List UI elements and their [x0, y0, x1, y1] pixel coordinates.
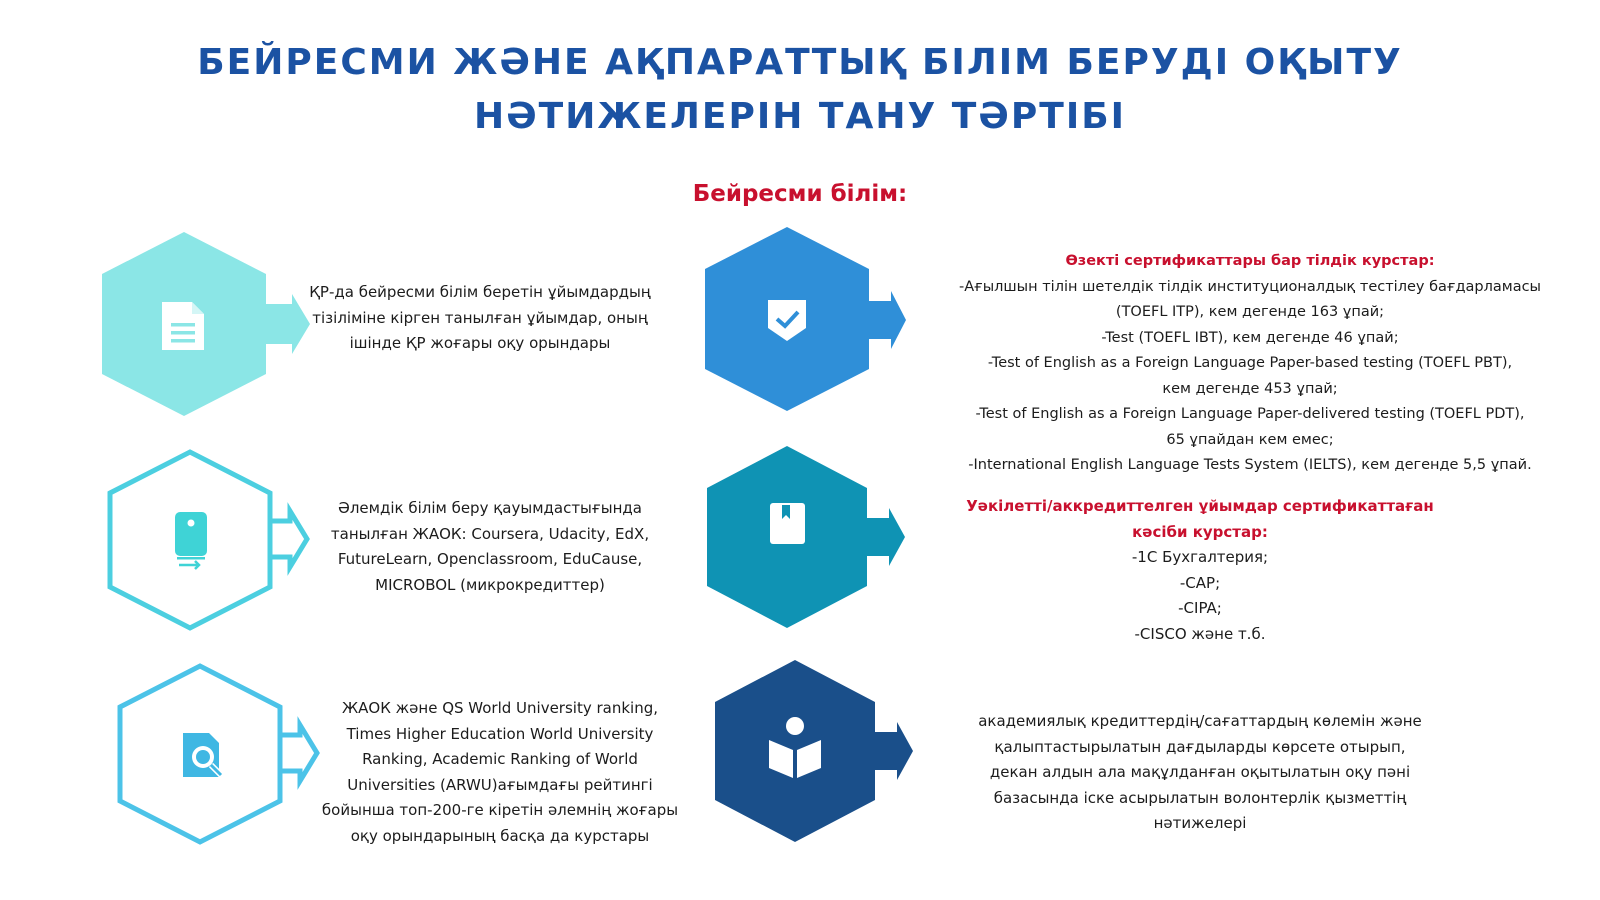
text-line: Ranking, Academic Ranking of World: [362, 750, 638, 768]
text-line: MICROBOL (микрокредиттер): [375, 575, 605, 594]
text-line: ішінде ҚР жоғары оқу орындары: [349, 334, 611, 352]
page-title-line-2: НӘТИЖЕЛЕРІН ТАНУ ТӘРТІБІ: [473, 96, 1127, 137]
text-line: академиялық кредиттердің/сағаттардың көлемін және: [978, 712, 1422, 730]
text-line: (TOEFL ITP), кем дегенде 163 ұпай;: [1115, 304, 1385, 320]
right-item-1-text: [905, 249, 1595, 479]
text-line: FutureLearn, Openclassroom, EduCause,: [337, 550, 643, 568]
right-item-2-heading: Уәкілетті/аккредиттелген ұйымдар сертификаттаған: [966, 497, 1434, 515]
text-line: -Test (TOEFL IBT), кем дегенде 46 ұпай;: [1101, 329, 1399, 346]
text-line: -International English Language Tests System (IELTS), кем дегенде 5,5 ұпай.: [968, 457, 1532, 473]
text-line: кем дегенде 453 ұпай;: [1162, 380, 1338, 397]
hexagon-book: [705, 446, 915, 636]
tablet-icon: [175, 512, 207, 569]
text-line: -CIPA;: [1178, 599, 1222, 617]
document-icon: [162, 302, 204, 350]
right-item-2-heading: кәсіби курстар:: [1132, 522, 1268, 541]
text-line: -Test of English as a Foreign Language Paper-delivered testing (TOEFL PDT),: [975, 406, 1525, 422]
left-item-3-text: [290, 696, 710, 849]
text-line: ҚР-да бейресми білім беретін ұйымдардың: [309, 283, 651, 301]
page-title-line-1: БЕЙРЕСМИ ЖӘНЕ АҚПАРАТТЫҚ БІЛІМ БЕРУДІ ОҚЫТУ: [197, 42, 1403, 83]
text-line: нәтижелері: [1153, 814, 1247, 832]
right-item-1-heading: Өзекті сертификаттары бар тілдік курстар:: [1065, 253, 1435, 269]
text-line: танылған ЖАОК: Coursera, Udacity, EdX,: [330, 524, 650, 543]
text-line: -Ағылшын тілін шетелдік тілдік институционалдық тестілеу бағдарламасы: [958, 278, 1541, 295]
left-item-1-text: [270, 280, 690, 357]
right-item-3-text: [960, 709, 1440, 837]
text-line: декан алдын ала мақұлданған оқытылатын оқу пәні: [989, 763, 1411, 781]
text-line: қалыптастырылатын дағдыларды көрсете отырып,: [994, 737, 1406, 756]
text-line: -Test of English as a Foreign Language Paper-based testing (TOEFL PBT),: [987, 355, 1513, 371]
left-item-2-text: [280, 496, 700, 598]
hexagon-shield: [703, 225, 913, 420]
text-line: ЖАОК және QS World University ranking,: [342, 699, 658, 717]
text-line: тізіліміне кірген танылған ұйымдар, оның: [312, 308, 648, 327]
hexagon-reader: [713, 660, 923, 850]
section-subtitle: Бейресми білім:: [692, 181, 908, 207]
text-line: базасында іске асырылатын волонтерлік қызметтің: [993, 788, 1407, 807]
text-line: 65 ұпайдан кем емес;: [1166, 431, 1334, 448]
text-line: Әлемдік білім беру қауымдастығында: [338, 499, 642, 517]
text-line: -1С Бухгалтерия;: [1131, 548, 1269, 566]
text-line: Times Higher Education World University: [346, 724, 654, 743]
text-line: -CISCO және т.б.: [1134, 624, 1266, 643]
text-line: Universities (ARWU)ағымдағы рейтингі: [347, 775, 653, 794]
text-line: -CAP;: [1179, 573, 1221, 592]
text-line: бойынша топ-200-ге кіретін әлемнің жоғары: [321, 801, 679, 819]
book-icon: [770, 503, 805, 544]
search-document-icon: [183, 733, 223, 777]
text-line: оқу орындарының басқа да курстары: [350, 826, 650, 845]
page-title: [0, 36, 1600, 144]
right-item-2-text: [940, 494, 1460, 647]
